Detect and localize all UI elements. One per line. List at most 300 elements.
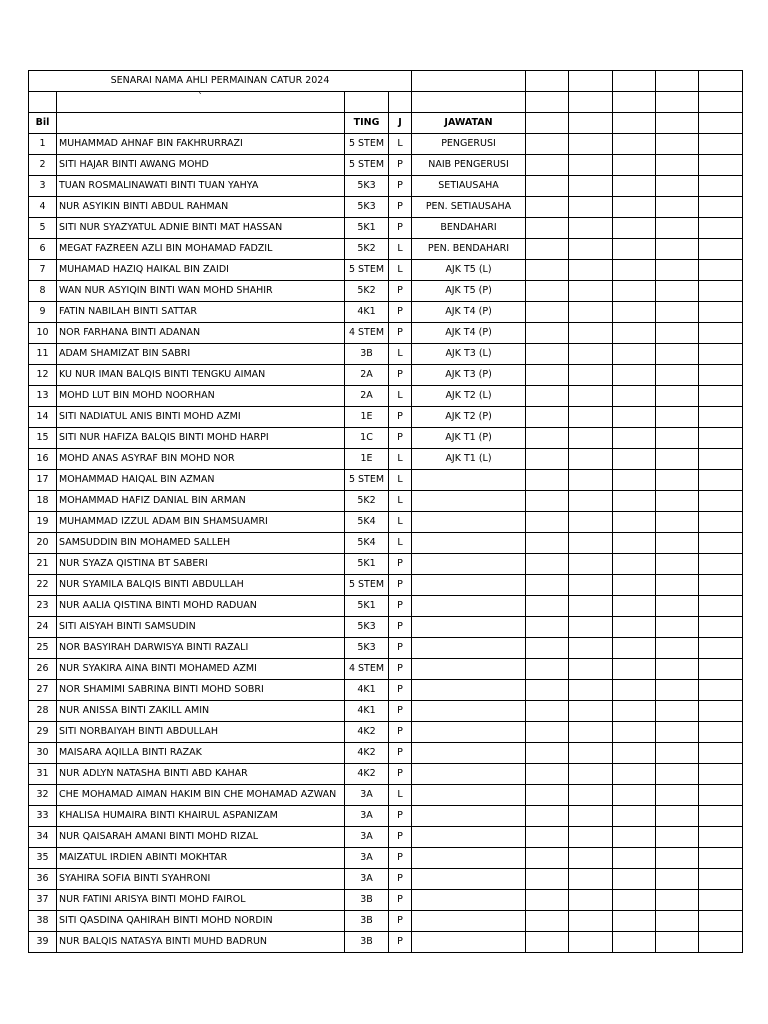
empty-cell bbox=[613, 512, 656, 533]
member-name: MUHAMMAD IZZUL ADAM BIN SHAMSUAMRI bbox=[57, 512, 345, 533]
empty-cell bbox=[656, 722, 699, 743]
empty-cell bbox=[569, 512, 613, 533]
empty-cell bbox=[526, 155, 569, 176]
empty-cell bbox=[569, 344, 613, 365]
member-form: 5K1 bbox=[345, 554, 389, 575]
empty-cell bbox=[656, 932, 699, 953]
empty-cell bbox=[526, 575, 569, 596]
member-name: MOHAMMAD HAIQAL BIN AZMAN bbox=[57, 470, 345, 491]
empty-cell bbox=[569, 617, 613, 638]
row-number: 34 bbox=[29, 827, 57, 848]
member-form: 4K2 bbox=[345, 722, 389, 743]
member-gender: L bbox=[389, 512, 412, 533]
table-row bbox=[29, 848, 743, 869]
member-form: 3B bbox=[345, 911, 389, 932]
table-row bbox=[29, 386, 743, 407]
member-position bbox=[412, 491, 526, 512]
empty-cell bbox=[526, 827, 569, 848]
row-number: 29 bbox=[29, 722, 57, 743]
empty-cell bbox=[699, 407, 743, 428]
empty-cell bbox=[699, 890, 743, 911]
table-row bbox=[29, 785, 743, 806]
empty-cell bbox=[569, 554, 613, 575]
table-row bbox=[29, 428, 743, 449]
row-number: 20 bbox=[29, 533, 57, 554]
empty-cell bbox=[613, 491, 656, 512]
member-form: 4K2 bbox=[345, 764, 389, 785]
member-name: NUR SYAMILA BALQIS BINTI ABDULLAH bbox=[57, 575, 345, 596]
table-row bbox=[29, 512, 743, 533]
empty-cell bbox=[613, 134, 656, 155]
empty-cell bbox=[613, 680, 656, 701]
table-row bbox=[29, 554, 743, 575]
row-number: 17 bbox=[29, 470, 57, 491]
empty-cell bbox=[569, 785, 613, 806]
member-gender: L bbox=[389, 344, 412, 365]
empty-cell bbox=[526, 869, 569, 890]
member-gender: P bbox=[389, 155, 412, 176]
empty-cell bbox=[613, 848, 656, 869]
member-gender: P bbox=[389, 575, 412, 596]
member-form: 5K2 bbox=[345, 491, 389, 512]
table-row bbox=[29, 764, 743, 785]
member-name: KHALISA HUMAIRA BINTI KHAIRUL ASPANIZAM bbox=[57, 806, 345, 827]
empty-cell bbox=[699, 869, 743, 890]
row-number: 31 bbox=[29, 764, 57, 785]
row-number: 8 bbox=[29, 281, 57, 302]
member-position: AJK T5 (P) bbox=[412, 281, 526, 302]
row-number: 28 bbox=[29, 701, 57, 722]
empty-cell bbox=[699, 386, 743, 407]
member-position bbox=[412, 785, 526, 806]
empty-cell bbox=[526, 911, 569, 932]
empty-cell bbox=[526, 701, 569, 722]
empty-cell bbox=[569, 239, 613, 260]
empty-cell bbox=[656, 428, 699, 449]
empty-cell bbox=[526, 218, 569, 239]
member-name: MUHAMAD HAZIQ HAIKAL BIN ZAIDI bbox=[57, 260, 345, 281]
row-number: 5 bbox=[29, 218, 57, 239]
empty-cell bbox=[613, 260, 656, 281]
empty-cell bbox=[699, 323, 743, 344]
empty-cell bbox=[526, 428, 569, 449]
empty-cell bbox=[656, 617, 699, 638]
empty-cell bbox=[569, 911, 613, 932]
row-number: 10 bbox=[29, 323, 57, 344]
row-number: 27 bbox=[29, 680, 57, 701]
member-gender: P bbox=[389, 407, 412, 428]
empty-cell bbox=[569, 365, 613, 386]
empty-cell bbox=[699, 176, 743, 197]
member-name: NUR ASYIKIN BINTI ABDUL RAHMAN bbox=[57, 197, 345, 218]
empty-cell bbox=[656, 911, 699, 932]
empty-cell bbox=[526, 785, 569, 806]
empty-cell bbox=[613, 575, 656, 596]
empty-cell bbox=[699, 470, 743, 491]
empty-cell bbox=[656, 554, 699, 575]
empty-cell bbox=[526, 491, 569, 512]
table-row bbox=[29, 260, 743, 281]
member-name: SAMSUDDIN BIN MOHAMED SALLEH bbox=[57, 533, 345, 554]
empty-cell bbox=[699, 764, 743, 785]
member-gender: L bbox=[389, 239, 412, 260]
member-gender: P bbox=[389, 176, 412, 197]
member-gender: L bbox=[389, 449, 412, 470]
member-name: CHE MOHAMAD AIMAN HAKIM BIN CHE MOHAMAD AZWAN bbox=[57, 785, 345, 806]
empty-cell bbox=[613, 554, 656, 575]
empty-cell bbox=[613, 407, 656, 428]
empty-cell bbox=[569, 659, 613, 680]
member-name: SITI NADIATUL ANIS BINTI MOHD AZMI bbox=[57, 407, 345, 428]
table-row bbox=[29, 239, 743, 260]
empty-cell bbox=[569, 722, 613, 743]
member-form: 5K2 bbox=[345, 281, 389, 302]
row-number: 26 bbox=[29, 659, 57, 680]
empty-cell bbox=[613, 617, 656, 638]
empty-cell bbox=[526, 344, 569, 365]
empty-cell bbox=[613, 764, 656, 785]
empty-cell bbox=[656, 386, 699, 407]
member-position: AJK T4 (P) bbox=[412, 302, 526, 323]
member-gender: P bbox=[389, 218, 412, 239]
empty-cell bbox=[699, 932, 743, 953]
table-row bbox=[29, 533, 743, 554]
header-bil: Bil bbox=[29, 113, 57, 134]
member-form: 5K1 bbox=[345, 218, 389, 239]
empty-cell bbox=[613, 743, 656, 764]
member-position: AJK T3 (L) bbox=[412, 344, 526, 365]
empty-cell bbox=[613, 428, 656, 449]
empty-cell bbox=[526, 470, 569, 491]
empty-cell bbox=[569, 827, 613, 848]
member-position: SETIAUSAHA bbox=[412, 176, 526, 197]
member-position bbox=[412, 869, 526, 890]
member-position: PEN. BENDAHARI bbox=[412, 239, 526, 260]
member-position bbox=[412, 533, 526, 554]
member-position bbox=[412, 911, 526, 932]
empty-cell bbox=[526, 617, 569, 638]
member-form: 4K1 bbox=[345, 701, 389, 722]
member-form: 5K3 bbox=[345, 638, 389, 659]
member-gender: P bbox=[389, 659, 412, 680]
table-row bbox=[29, 218, 743, 239]
empty-cell bbox=[526, 134, 569, 155]
empty-cell bbox=[656, 512, 699, 533]
header-jantina: J bbox=[389, 113, 412, 134]
empty-cell bbox=[613, 155, 656, 176]
empty-cell bbox=[569, 428, 613, 449]
empty-cell bbox=[613, 302, 656, 323]
member-form: 3A bbox=[345, 827, 389, 848]
empty-cell bbox=[613, 386, 656, 407]
empty-cell bbox=[526, 302, 569, 323]
empty-cell bbox=[526, 596, 569, 617]
empty-cell bbox=[613, 365, 656, 386]
row-number: 19 bbox=[29, 512, 57, 533]
member-position bbox=[412, 932, 526, 953]
member-form: 4K1 bbox=[345, 302, 389, 323]
header-jawatan: JAWATAN bbox=[412, 113, 526, 134]
member-form: 2A bbox=[345, 386, 389, 407]
empty-cell bbox=[656, 680, 699, 701]
member-position bbox=[412, 638, 526, 659]
member-name: ADAM SHAMIZAT BIN SABRI bbox=[57, 344, 345, 365]
header-nama bbox=[57, 113, 345, 134]
row-number: 30 bbox=[29, 743, 57, 764]
empty-cell bbox=[613, 932, 656, 953]
member-name: MOHD ANAS ASYRAF BIN MOHD NOR bbox=[57, 449, 345, 470]
table-row bbox=[29, 680, 743, 701]
member-name: NOR BASYIRAH DARWISYA BINTI RAZALI bbox=[57, 638, 345, 659]
member-name: MOHD LUT BIN MOHD NOORHAN bbox=[57, 386, 345, 407]
empty-cell bbox=[613, 281, 656, 302]
member-gender: P bbox=[389, 890, 412, 911]
tick-mark: ` bbox=[57, 92, 345, 113]
empty-cell bbox=[526, 722, 569, 743]
empty-cell bbox=[699, 722, 743, 743]
empty-cell bbox=[656, 869, 699, 890]
empty-cell bbox=[569, 176, 613, 197]
empty-cell bbox=[699, 911, 743, 932]
member-position: AJK T4 (P) bbox=[412, 323, 526, 344]
empty-cell bbox=[656, 533, 699, 554]
member-position bbox=[412, 470, 526, 491]
member-form: 5K4 bbox=[345, 512, 389, 533]
row-number: 9 bbox=[29, 302, 57, 323]
table-row bbox=[29, 596, 743, 617]
empty-cell bbox=[569, 218, 613, 239]
empty-cell bbox=[656, 638, 699, 659]
member-gender: L bbox=[389, 785, 412, 806]
member-position: PENGERUSI bbox=[412, 134, 526, 155]
member-form: 4K1 bbox=[345, 680, 389, 701]
member-gender: P bbox=[389, 827, 412, 848]
member-name: KU NUR IMAN BALQIS BINTI TENGKU AIMAN bbox=[57, 365, 345, 386]
row-number: 38 bbox=[29, 911, 57, 932]
member-gender: P bbox=[389, 365, 412, 386]
empty-cell bbox=[569, 890, 613, 911]
member-name: SITI NORBAIYAH BINTI ABDULLAH bbox=[57, 722, 345, 743]
member-name: NOR SHAMIMI SABRINA BINTI MOHD SOBRI bbox=[57, 680, 345, 701]
row-number: 35 bbox=[29, 848, 57, 869]
table-row bbox=[29, 638, 743, 659]
empty-cell bbox=[613, 239, 656, 260]
member-form: 1E bbox=[345, 407, 389, 428]
member-position: AJK T5 (L) bbox=[412, 260, 526, 281]
member-form: 2A bbox=[345, 365, 389, 386]
table-row bbox=[29, 176, 743, 197]
member-gender: P bbox=[389, 743, 412, 764]
empty-cell bbox=[656, 407, 699, 428]
empty-cell bbox=[699, 260, 743, 281]
empty-cell bbox=[613, 344, 656, 365]
empty-cell bbox=[699, 302, 743, 323]
member-gender: L bbox=[389, 533, 412, 554]
empty-cell bbox=[613, 533, 656, 554]
table-row bbox=[29, 281, 743, 302]
member-gender: P bbox=[389, 428, 412, 449]
member-form: 3A bbox=[345, 806, 389, 827]
empty-cell bbox=[526, 659, 569, 680]
row-number: 2 bbox=[29, 155, 57, 176]
member-position bbox=[412, 575, 526, 596]
table-row bbox=[29, 659, 743, 680]
empty-cell bbox=[699, 743, 743, 764]
row-number: 25 bbox=[29, 638, 57, 659]
table-row bbox=[29, 197, 743, 218]
table-row bbox=[29, 722, 743, 743]
member-position: AJK T1 (L) bbox=[412, 449, 526, 470]
member-form: 3B bbox=[345, 890, 389, 911]
empty-cell bbox=[699, 512, 743, 533]
member-name: SITI QASDINA QAHIRAH BINTI MOHD NORDIN bbox=[57, 911, 345, 932]
member-position bbox=[412, 827, 526, 848]
empty-cell bbox=[569, 260, 613, 281]
row-number: 4 bbox=[29, 197, 57, 218]
member-position bbox=[412, 848, 526, 869]
member-position bbox=[412, 554, 526, 575]
empty-cell bbox=[656, 176, 699, 197]
member-position: AJK T2 (P) bbox=[412, 407, 526, 428]
member-position bbox=[412, 806, 526, 827]
member-position: AJK T3 (P) bbox=[412, 365, 526, 386]
member-form: 5K3 bbox=[345, 176, 389, 197]
member-form: 3A bbox=[345, 869, 389, 890]
row-number: 1 bbox=[29, 134, 57, 155]
empty-cell bbox=[699, 197, 743, 218]
member-position: NAIB PENGERUSI bbox=[412, 155, 526, 176]
empty-cell bbox=[656, 365, 699, 386]
empty-cell bbox=[526, 281, 569, 302]
row-number: 16 bbox=[29, 449, 57, 470]
empty-cell bbox=[656, 344, 699, 365]
member-form: 4K2 bbox=[345, 743, 389, 764]
member-gender: P bbox=[389, 701, 412, 722]
member-gender: P bbox=[389, 806, 412, 827]
empty-cell bbox=[569, 701, 613, 722]
empty-cell bbox=[526, 764, 569, 785]
member-name: SITI NUR SYAZYATUL ADNIE BINTI MAT HASSAN bbox=[57, 218, 345, 239]
member-name: MOHAMMAD HAFIZ DANIAL BIN ARMAN bbox=[57, 491, 345, 512]
empty-cell bbox=[613, 197, 656, 218]
empty-cell bbox=[699, 491, 743, 512]
row-number: 22 bbox=[29, 575, 57, 596]
member-name: MAIZATUL IRDIEN ABINTI MOKHTAR bbox=[57, 848, 345, 869]
member-gender: P bbox=[389, 911, 412, 932]
empty-cell bbox=[699, 218, 743, 239]
empty-cell bbox=[656, 596, 699, 617]
table-row bbox=[29, 323, 743, 344]
empty-cell bbox=[569, 932, 613, 953]
member-name: SYAHIRA SOFIA BINTI SYAHRONI bbox=[57, 869, 345, 890]
empty-cell bbox=[656, 491, 699, 512]
empty-cell bbox=[569, 407, 613, 428]
empty-cell bbox=[613, 449, 656, 470]
empty-cell bbox=[526, 533, 569, 554]
empty-cell bbox=[656, 659, 699, 680]
table-row bbox=[29, 302, 743, 323]
empty-cell bbox=[699, 533, 743, 554]
empty-cell bbox=[613, 596, 656, 617]
empty-cell bbox=[526, 806, 569, 827]
member-position bbox=[412, 890, 526, 911]
empty-cell bbox=[613, 890, 656, 911]
empty-cell bbox=[656, 239, 699, 260]
member-name: NUR ADLYN NATASHA BINTI ABD KAHAR bbox=[57, 764, 345, 785]
empty-cell bbox=[699, 428, 743, 449]
table-row bbox=[29, 617, 743, 638]
empty-cell bbox=[613, 701, 656, 722]
empty-cell bbox=[613, 785, 656, 806]
empty-cell bbox=[656, 890, 699, 911]
empty-cell bbox=[526, 323, 569, 344]
table-row bbox=[29, 155, 743, 176]
empty-cell bbox=[699, 848, 743, 869]
empty-cell bbox=[569, 155, 613, 176]
member-form: 1E bbox=[345, 449, 389, 470]
table-row bbox=[29, 911, 743, 932]
empty-cell bbox=[526, 449, 569, 470]
empty-cell bbox=[526, 512, 569, 533]
empty-cell bbox=[699, 155, 743, 176]
empty-cell bbox=[526, 932, 569, 953]
empty-cell bbox=[699, 554, 743, 575]
empty-cell bbox=[569, 134, 613, 155]
empty-cell bbox=[699, 344, 743, 365]
member-form: 5 STEM bbox=[345, 155, 389, 176]
member-name: FATIN NABILAH BINTI SATTAR bbox=[57, 302, 345, 323]
member-form: 5K3 bbox=[345, 197, 389, 218]
member-form: 5 STEM bbox=[345, 260, 389, 281]
empty-cell bbox=[569, 764, 613, 785]
table-row bbox=[29, 491, 743, 512]
member-form: 5K2 bbox=[345, 239, 389, 260]
member-name: SITI AISYAH BINTI SAMSUDIN bbox=[57, 617, 345, 638]
member-name: NUR AALIA QISTINA BINTI MOHD RADUAN bbox=[57, 596, 345, 617]
empty-cell bbox=[569, 323, 613, 344]
table-row bbox=[29, 407, 743, 428]
member-name: NUR ANISSA BINTI ZAKILL AMIN bbox=[57, 701, 345, 722]
empty-cell bbox=[526, 239, 569, 260]
member-position bbox=[412, 596, 526, 617]
row-number: 15 bbox=[29, 428, 57, 449]
member-form: 3A bbox=[345, 848, 389, 869]
empty-cell bbox=[613, 638, 656, 659]
member-form: 4 STEM bbox=[345, 323, 389, 344]
member-name: NUR SYAKIRA AINA BINTI MOHAMED AZMI bbox=[57, 659, 345, 680]
empty-cell bbox=[569, 386, 613, 407]
empty-cell bbox=[699, 365, 743, 386]
member-form: 5 STEM bbox=[345, 470, 389, 491]
empty-cell bbox=[613, 470, 656, 491]
empty-cell bbox=[656, 323, 699, 344]
member-name: MAISARA AQILLA BINTI RAZAK bbox=[57, 743, 345, 764]
empty-cell bbox=[699, 281, 743, 302]
empty-cell bbox=[526, 848, 569, 869]
row-number: 6 bbox=[29, 239, 57, 260]
member-position: BENDAHARI bbox=[412, 218, 526, 239]
empty-cell bbox=[526, 386, 569, 407]
empty-cell bbox=[699, 617, 743, 638]
member-gender: L bbox=[389, 134, 412, 155]
member-gender: P bbox=[389, 638, 412, 659]
empty-cell bbox=[613, 806, 656, 827]
member-form: 5K1 bbox=[345, 596, 389, 617]
empty-cell bbox=[613, 722, 656, 743]
empty-cell bbox=[656, 449, 699, 470]
empty-cell bbox=[656, 701, 699, 722]
empty-cell bbox=[656, 281, 699, 302]
